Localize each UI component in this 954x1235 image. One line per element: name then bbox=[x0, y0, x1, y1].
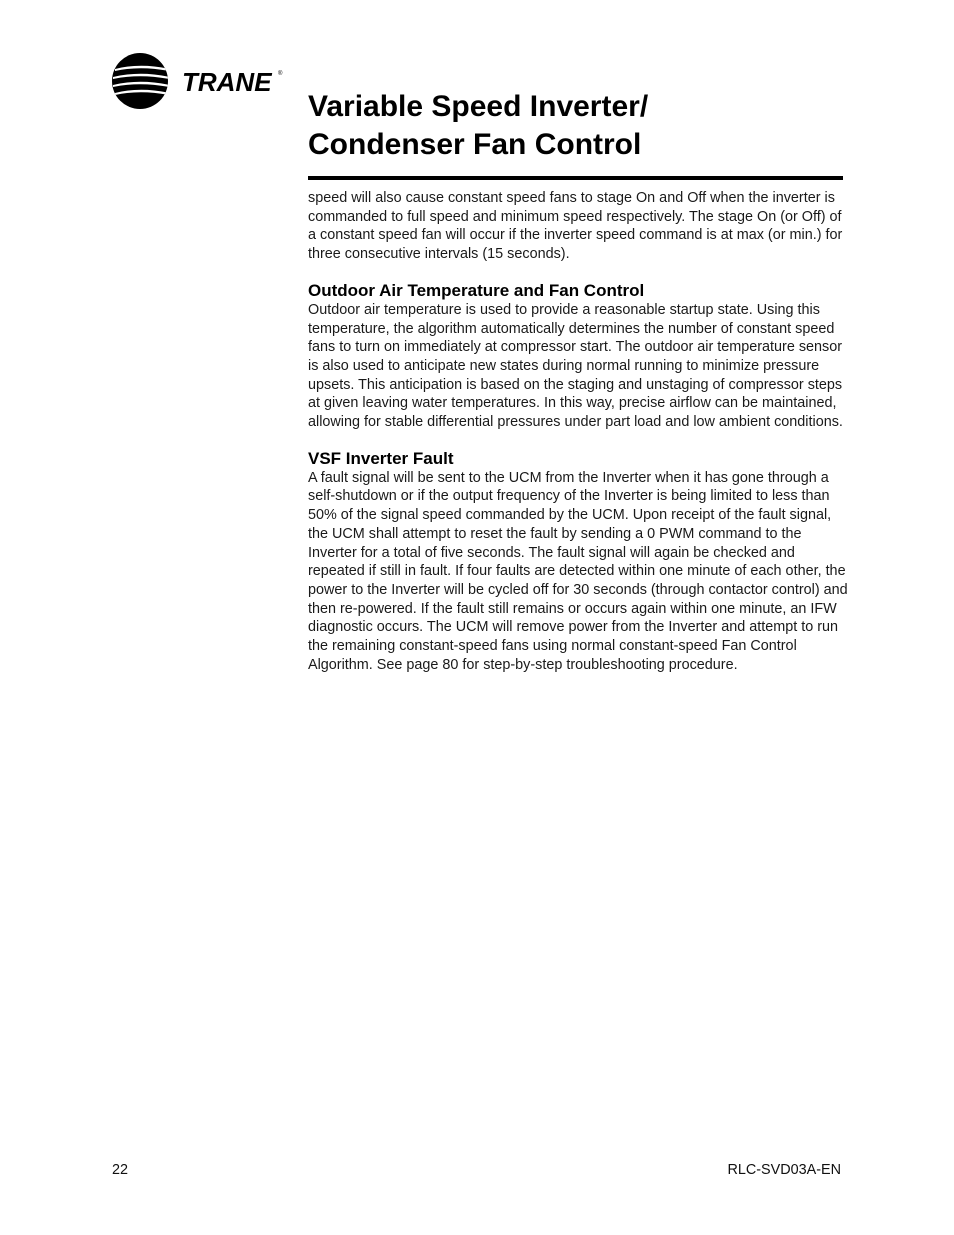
intro-paragraph: speed will also cause constant speed fans to stage On and Off when the inverter is commanded to full speed and minimum speed respectively. The stage On (or Off) of a constant speed fan will occur if the inverter speed command is at max (or min.) for three consecutive intervals (15 seconds). bbox=[308, 190, 843, 263]
section-heading-outdoor-air: Outdoor Air Temperature and Fan Control bbox=[308, 280, 645, 300]
title-line-2: Condenser Fan Control bbox=[308, 128, 642, 161]
section-body-outdoor-air: Outdoor air temperature is used to provide a reasonable startup state. Using this temperature, the algorithm automatically determines the number of constant speed fans to turn on immediately at compressor start. The outdoor air temperature sensor is also used to anticipate new states during normal running to minimize pressure upsets. This anticipation is based on the staging and unstaging of compressor steps at given leaving water temperatures. In this way, precise airflow can be maintained, allowing for stable differential pressures under part load and low ambient conditions. bbox=[308, 301, 843, 431]
section-heading-vsf-fault: VSF Inverter Fault bbox=[308, 448, 454, 468]
section-body-vsf-fault: A fault signal will be sent to the UCM from the Inverter when it has gone through a self-shutdown or if the output frequency of the Inverter is being limited to less than 50% of the signal speed commanded by the UCM. Upon receipt of the fault signal, the UCM shall attempt to reset the fault by sending a 0 PWM command to the Inverter for a total of five seconds. The fault signal will again be checked and repeated if still in fault. If four faults are detected within one minute of each other, the power to the Inverter will be cycled off for 30 seconds (through contactor control) and then re-powered. If the fault still remains or occurs again within one minute, an IFW diagnostic occurs. The UCM will remove power from the Inverter and attempt to run the remaining constant-speed fans using normal constant-speed Fan Control Algorithm. See page 80 for step-by-step troubleshooting procedure. bbox=[308, 469, 848, 673]
title-rule bbox=[308, 176, 843, 180]
main-content bbox=[308, 189, 848, 674]
svg-text:®: ® bbox=[278, 71, 283, 77]
title-line-1: Variable Speed Inverter/ bbox=[308, 90, 649, 123]
page-title bbox=[308, 88, 848, 164]
page-number: 22 bbox=[112, 1162, 129, 1178]
trane-wordmark: TRANE bbox=[182, 67, 272, 97]
trane-logo bbox=[110, 52, 290, 110]
document-code: RLC-SVD03A-EN bbox=[727, 1162, 841, 1178]
